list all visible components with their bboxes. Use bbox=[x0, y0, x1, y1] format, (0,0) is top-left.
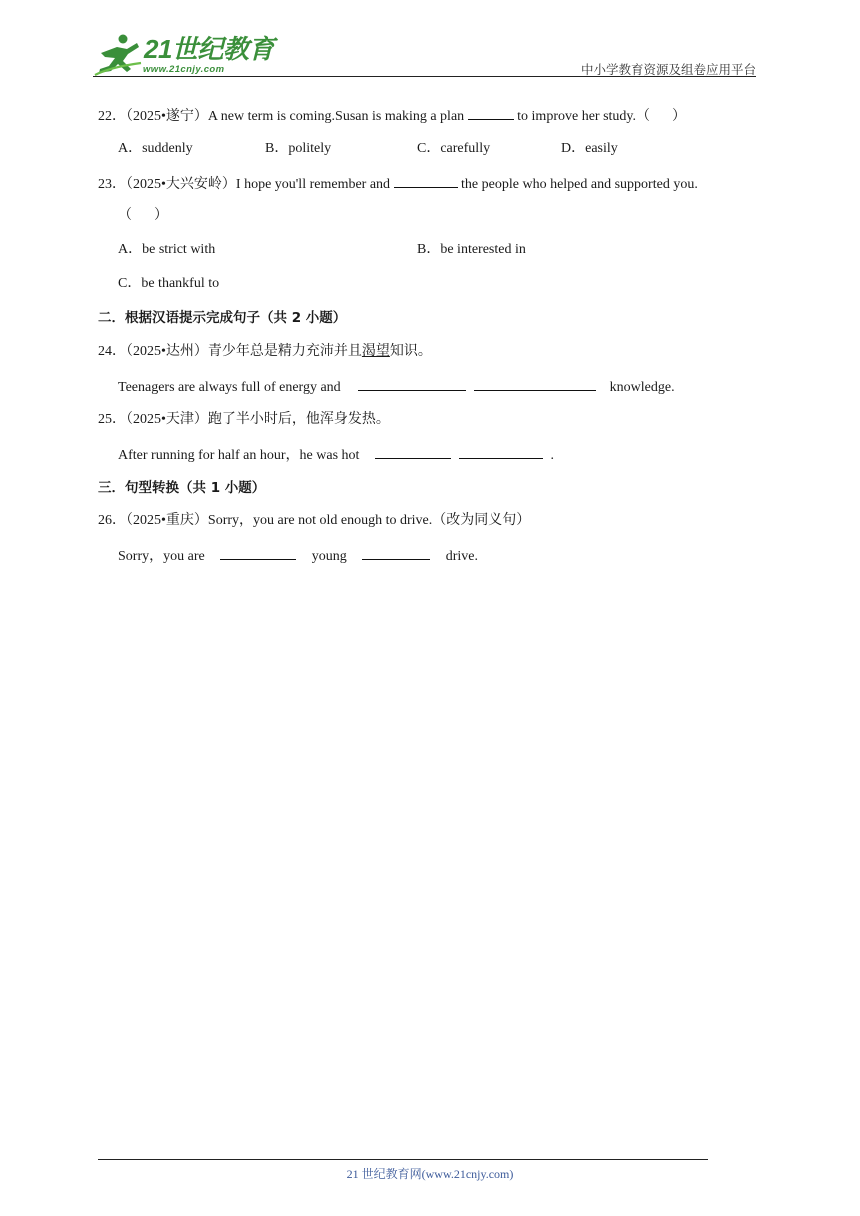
question-25 bbox=[98, 410, 390, 430]
question-stem: I hope you'll remember and bbox=[235, 177, 394, 192]
question-26 bbox=[98, 511, 530, 531]
question-23-paren[interactable] bbox=[118, 206, 168, 226]
sentence-text: young bbox=[308, 549, 351, 564]
question-source: （2025•重庆） bbox=[126, 513, 208, 528]
answer-blank[interactable] bbox=[459, 444, 543, 459]
sentence-text: Teenagers are always full of energy and bbox=[118, 380, 345, 395]
paren-open: （ bbox=[118, 208, 132, 223]
answer-blank[interactable] bbox=[468, 105, 514, 120]
question-22 bbox=[98, 105, 686, 127]
sentence-text: knowledge. bbox=[606, 380, 675, 395]
question-stem: 青少年总是精力充沛并且 bbox=[207, 344, 362, 359]
option-c[interactable]: C．be thankful to bbox=[118, 276, 220, 291]
option-d[interactable]: D．easily bbox=[561, 141, 618, 156]
question-25-sentence bbox=[118, 444, 554, 466]
option-c[interactable]: C．carefully bbox=[417, 141, 491, 156]
logo-url: www.21cnjy.com bbox=[143, 64, 225, 75]
question-number: 23． bbox=[98, 177, 126, 192]
question-stem: to improve her study.（ bbox=[513, 109, 651, 124]
page-header bbox=[0, 0, 860, 80]
header-divider bbox=[93, 76, 756, 77]
logo bbox=[93, 33, 274, 77]
question-number: 22． bbox=[98, 109, 126, 124]
paren-close: ） bbox=[154, 208, 168, 223]
footer-divider bbox=[98, 1159, 708, 1160]
question-number: 26． bbox=[98, 513, 126, 528]
section-title: 三．句型转换（共 1 小题） bbox=[98, 480, 266, 496]
answer-blank[interactable] bbox=[362, 545, 430, 560]
question-source: （2025•遂宁） bbox=[126, 109, 208, 124]
question-24-sentence bbox=[118, 376, 675, 398]
logo-text: 21世纪教育 bbox=[144, 34, 274, 64]
question-number: 25． bbox=[98, 412, 126, 427]
option-b[interactable]: B．be interested in bbox=[417, 242, 526, 257]
question-stem: A new term is coming.Susan is making a plan bbox=[207, 109, 468, 124]
sentence-text: . bbox=[546, 448, 554, 463]
sentence-text: After running for half an hour，he was hot bbox=[118, 448, 363, 463]
underlined-hint: 渴望 bbox=[361, 344, 390, 359]
answer-blank[interactable] bbox=[474, 376, 596, 391]
answer-blank[interactable] bbox=[358, 376, 466, 391]
sentence-text: Sorry，you are bbox=[118, 549, 209, 564]
footer-text[interactable]: 21 世纪教育网(www.21cnjy.com) bbox=[346, 1167, 514, 1181]
question-stem: 知识。 bbox=[389, 344, 432, 359]
paren-close: ） bbox=[672, 109, 687, 124]
platform-name: 中小学教育资源及组卷应用平台 bbox=[580, 63, 756, 77]
option-a[interactable]: A．be strict with bbox=[118, 242, 216, 257]
question-source: （2025•达州） bbox=[126, 344, 208, 359]
question-source: （2025•大兴安岭） bbox=[126, 177, 236, 192]
option-b[interactable]: B．politely bbox=[265, 141, 332, 156]
answer-blank[interactable] bbox=[220, 545, 296, 560]
question-stem: the people who helped and supported you. bbox=[457, 177, 698, 192]
answer-blank[interactable] bbox=[394, 173, 458, 188]
option-a[interactable]: A．suddenly bbox=[118, 141, 193, 156]
question-source: （2025•天津） bbox=[126, 412, 208, 427]
section-title: 二．根据汉语提示完成句子（共 2 小题） bbox=[98, 310, 347, 326]
question-23 bbox=[98, 173, 698, 195]
runner-logo-icon bbox=[93, 33, 143, 77]
answer-blank[interactable] bbox=[375, 444, 451, 459]
question-stem: Sorry，you are not old enough to drive.（改为同义句） bbox=[207, 513, 531, 528]
question-24 bbox=[98, 342, 432, 362]
question-number: 24． bbox=[98, 344, 126, 359]
question-26-sentence bbox=[118, 545, 478, 567]
question-stem: 跑了半小时后，他浑身发热。 bbox=[207, 412, 390, 427]
sentence-text: drive. bbox=[442, 549, 478, 564]
